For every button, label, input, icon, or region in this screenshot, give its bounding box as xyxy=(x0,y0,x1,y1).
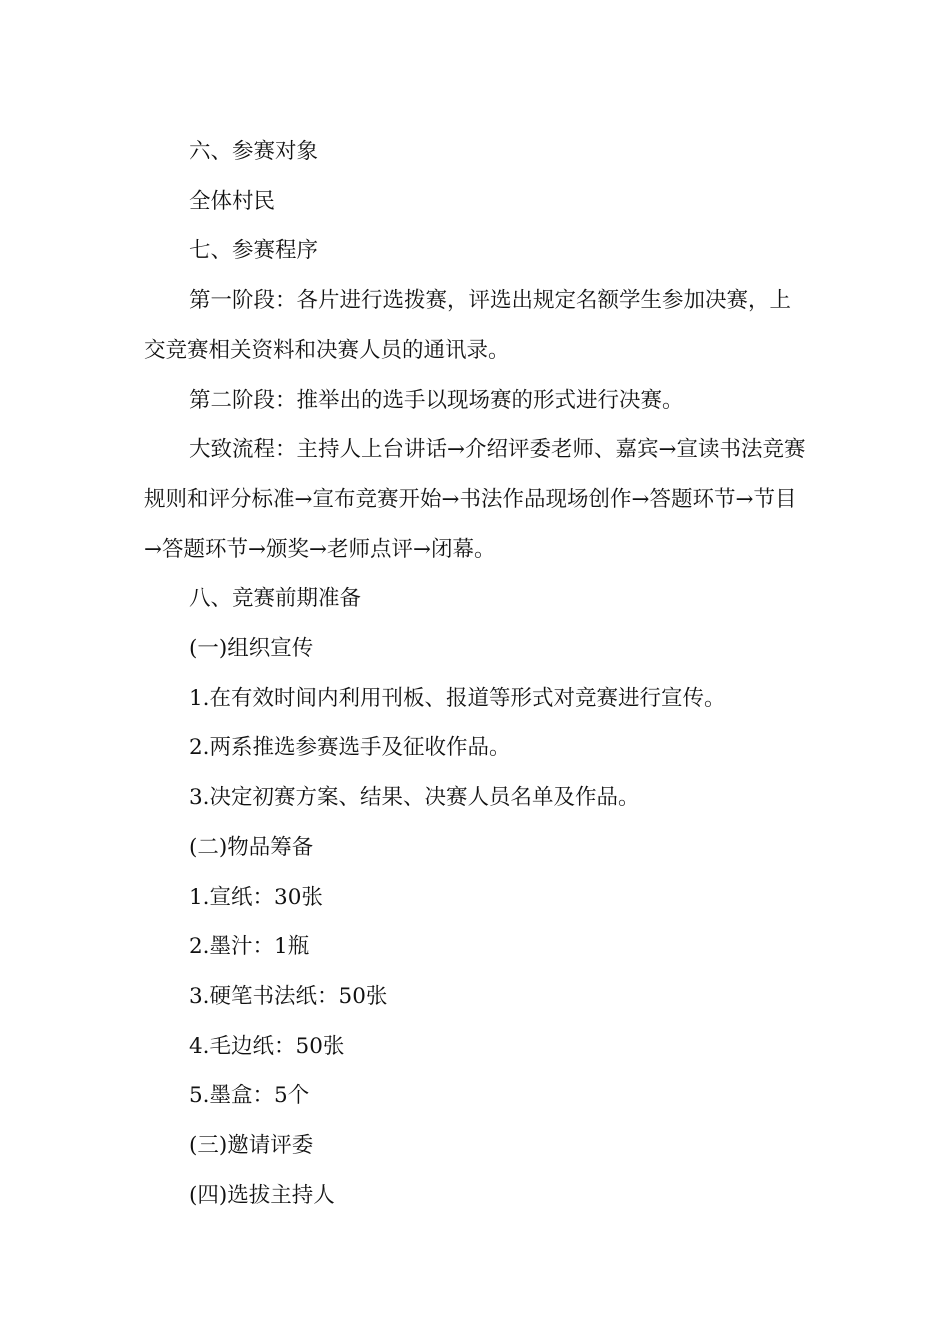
section-heading-participants: 六、参赛对象 xyxy=(189,139,319,164)
paragraph-stage-two: 第二阶段：推举出的选手以现场赛的形式进行决赛。 xyxy=(189,387,684,413)
list-item-publicity-3: 3.决定初赛方案、结果、决赛人员名单及作品。 xyxy=(189,785,640,811)
list-item-supplies-4: 4.毛边纸：50张 xyxy=(189,1033,345,1059)
subheading-supplies: (二)物品筹备 xyxy=(189,834,314,860)
section-heading-preparation: 八、竞赛前期准备 xyxy=(189,586,362,612)
paragraph-general-flow: 大致流程：主持人上台讲话→介绍评委老师、嘉宾→宣读书法竞赛规则和评分标准→宣布竞赛开始→书法作品现场创作→答题环节→节目→答题环节→颁奖→老师点评→闭幕。 xyxy=(144,437,806,562)
subheading-publicity: (一)组织宣传 xyxy=(189,636,314,662)
subheading-host: (四)选拔主持人 xyxy=(189,1182,335,1208)
document-body xyxy=(144,127,809,1220)
section-heading-procedure: 七、参赛程序 xyxy=(189,238,319,264)
list-item-publicity-1: 1.在有效时间内利用刊板、报道等形式对竞赛进行宣传。 xyxy=(189,685,726,711)
paragraph-participants: 全体村民 xyxy=(189,188,276,214)
list-item-supplies-1: 1.宣纸：30张 xyxy=(189,884,323,910)
paragraph-stage-one: 第一阶段：各片进行选拨赛，评选出规定名额学生参加决赛，上交竞赛相关资料和决赛人员的通讯录。 xyxy=(144,288,792,363)
subheading-judges: (三)邀请评委 xyxy=(189,1133,314,1159)
list-item-publicity-2: 2.两系推选参赛选手及征收作品。 xyxy=(189,735,511,761)
list-item-supplies-2: 2.墨汁：1瓶 xyxy=(189,934,310,960)
list-item-supplies-3: 3.硬笔书法纸：50张 xyxy=(189,983,388,1009)
list-item-supplies-5: 5.墨盒：5个 xyxy=(189,1083,310,1109)
